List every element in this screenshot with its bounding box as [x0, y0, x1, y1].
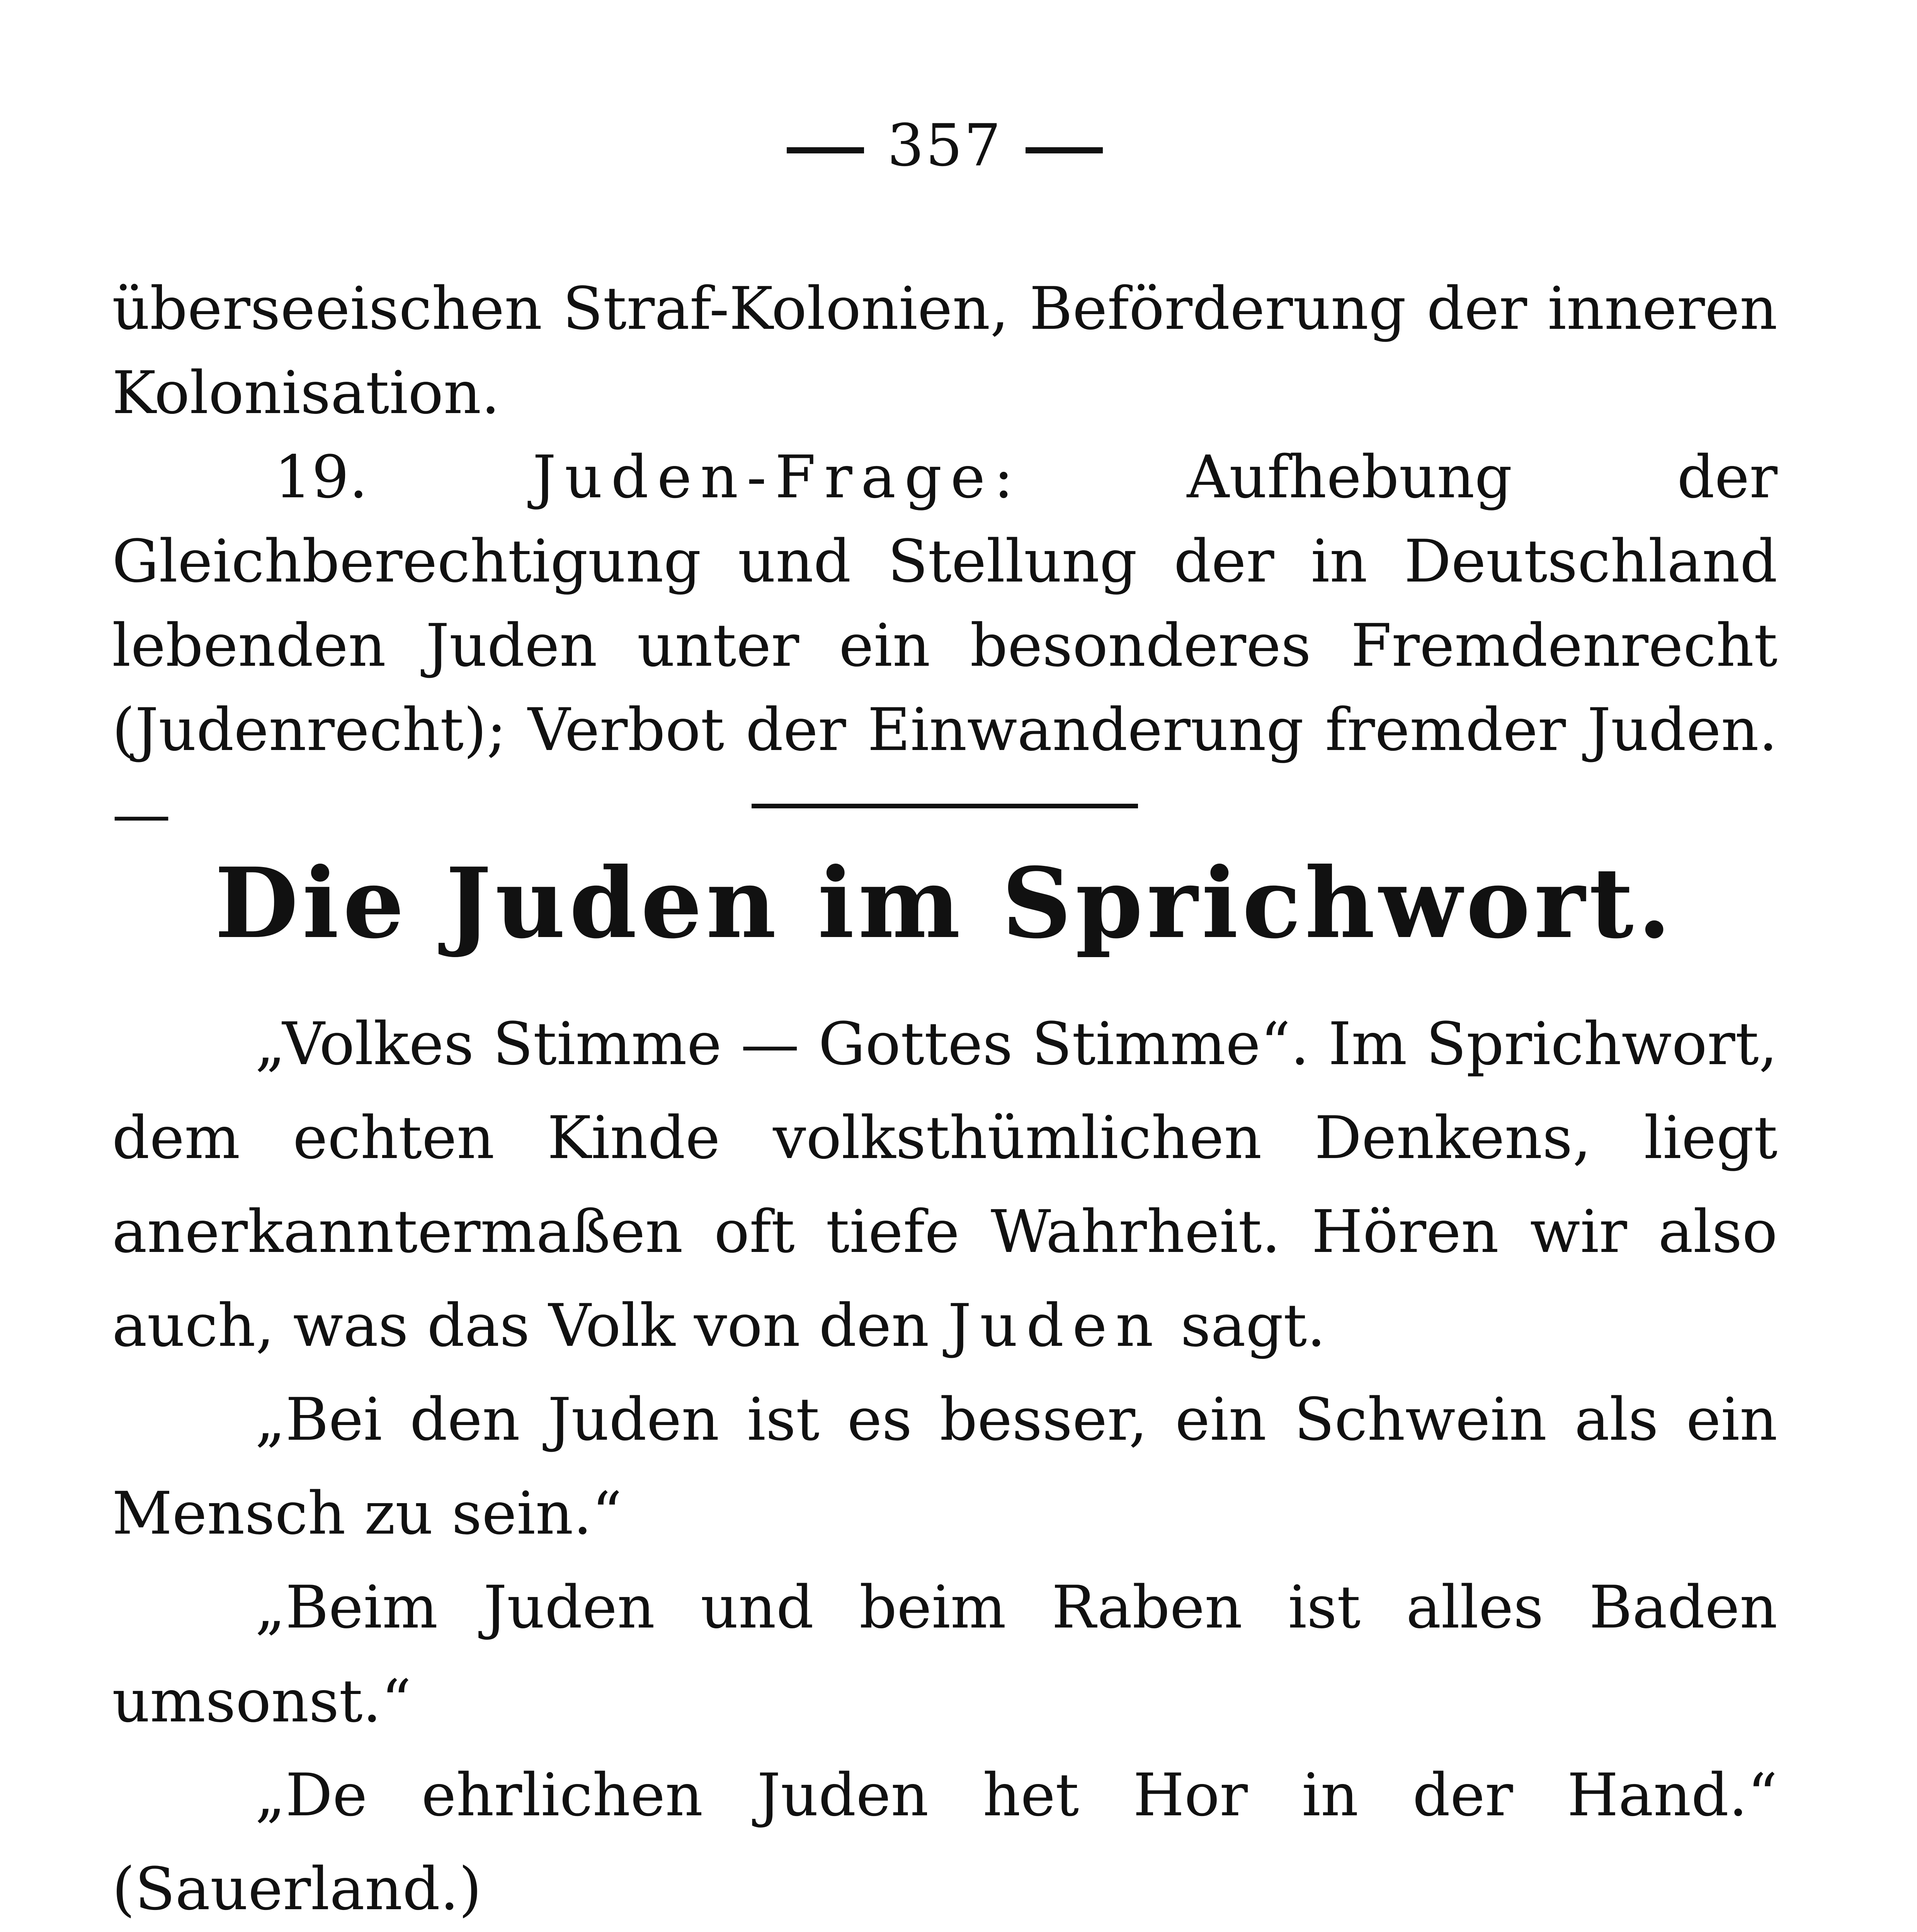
paragraph-continuation: überseeischen Straf-Kolonien, Beförderung der inneren Kolonisation.	[112, 274, 1778, 427]
page-number-dash-left	[787, 147, 864, 153]
intro-text-a: „Volkes Stimme — Gottes Stimme“. Im Sprichwort, dem echten Kinde volksthümlichen Denkens, liegt anerkanntermaßen oft tiefe Wahrheit. Hören wir also auch, was das Volk von den	[112, 1010, 1778, 1360]
page-number-value: 357	[887, 112, 1003, 179]
page-number-dash-right	[1026, 147, 1103, 153]
top-section	[112, 267, 1778, 856]
proverb: „Bei den Juden ist es besser, ein Schwein als ein Mensch zu sein.“	[112, 1385, 1778, 1548]
paragraph-item-19	[112, 435, 1778, 856]
intro-spaced-word: Juden	[947, 1291, 1162, 1360]
item-19-label: Juden-Frage:	[532, 443, 1022, 511]
proverb: „De ehrlichen Juden het Hor in der Hand.“ (Sauerland.)	[112, 1761, 1778, 1923]
proverb: „Beim Juden und beim Raben ist alles Baden umsonst.“	[112, 1573, 1778, 1735]
page-number	[112, 112, 1778, 179]
proverb-section	[112, 997, 1778, 1932]
item-19-number: 19.	[274, 443, 368, 511]
item-19-text: Aufhebung der Gleichberechtigung und Stellung der in Deutschland lebenden Juden unter ein besonderes Fremdenrecht (Judenrecht); Verbot der Einwanderung fremder Juden. —	[112, 443, 1778, 848]
section-divider	[752, 804, 1138, 808]
intro-paragraph	[112, 997, 1778, 1372]
book-page	[112, 89, 1778, 1932]
section-heading: Die Juden im Sprichwort.	[214, 846, 1675, 960]
intro-text-b: sagt.	[1180, 1291, 1326, 1360]
